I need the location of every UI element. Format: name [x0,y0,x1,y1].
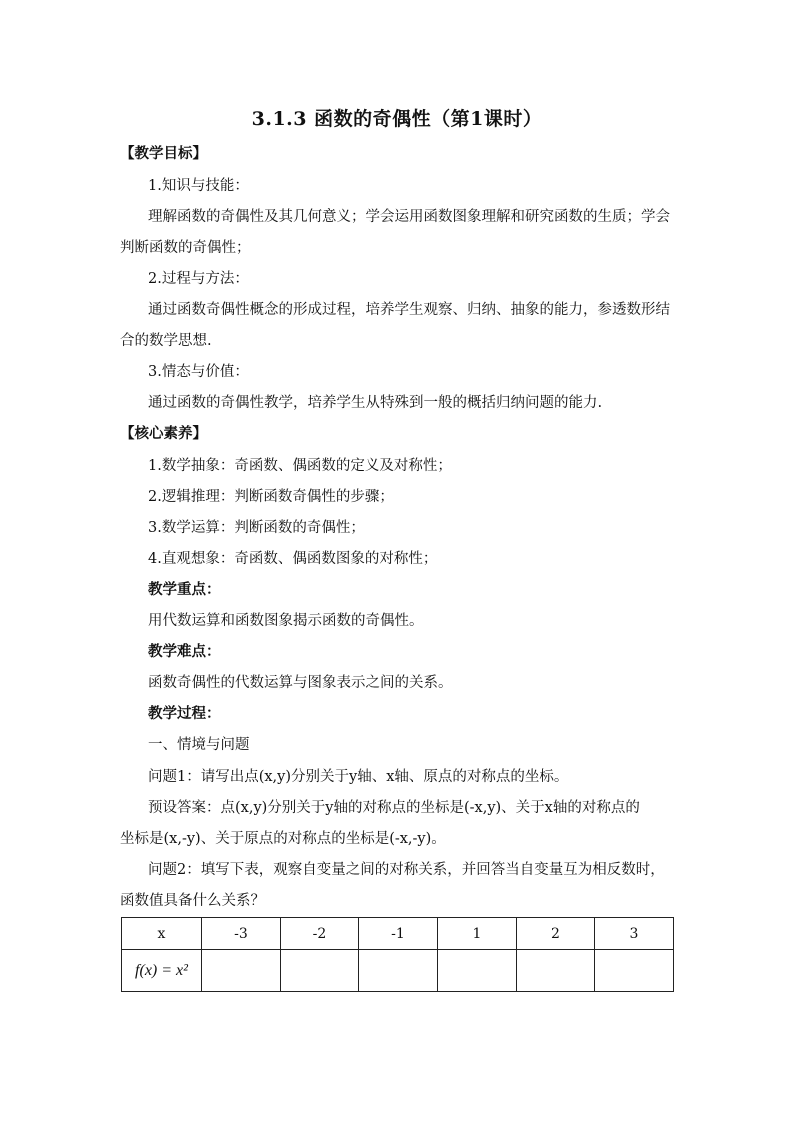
table-header-cell: -2 [281,918,359,950]
values-table [121,917,674,992]
objective-2-label: 2.过程与方法： [148,271,249,287]
function-label: f(x) = x² [122,950,202,992]
table-header-cell: 3 [595,918,674,950]
table-cell[interactable] [359,950,438,992]
objective-1-text-cont: 判断函数的奇偶性； [120,240,251,256]
question-2-cont: 函数值具备什么关系？ [120,893,265,909]
table-header-cell: -3 [202,918,281,950]
objective-1-text: 理解函数的奇偶性及其几何意义；学会运用函数图象理解和研究函数的生质；学会 [148,209,670,225]
table-header-cell: 1 [438,918,517,950]
table-cell[interactable] [517,950,595,992]
core-item-4: 4.直观想象：奇函数、偶函数图象的对称性； [148,551,438,567]
objective-3-label: 3.情态与价值： [148,364,249,380]
table-cell[interactable] [281,950,359,992]
objectives-heading: 【教学目标】 [120,145,207,162]
answer-1: 预设答案：点(x,y)分别关于y轴的对称点的坐标是(-x,y)、关于x轴的对称点的 [148,800,640,816]
objective-2-text-cont: 合的数学思想. [120,333,212,349]
table-row [122,950,674,992]
table-header-cell: x [122,918,202,950]
table-header-row [122,918,674,950]
difficulty-text: 函数奇偶性的代数运算与图象表示之间的关系。 [148,675,453,691]
table-cell[interactable] [595,950,674,992]
objective-1-label: 1.知识与技能： [148,178,249,194]
objective-3-text: 通过函数的奇偶性教学，培养学生从特殊到一般的概括归纳问题的能力. [148,395,603,411]
page-title: 3.1.3 函数的奇偶性（第1课时） [251,108,543,130]
key-heading: 教学重点： [148,581,221,598]
core-item-3: 3.数学运算：判断函数的奇偶性； [148,520,365,536]
core-heading: 【核心素养】 [120,425,207,442]
difficulty-heading: 教学难点： [148,643,221,660]
question-1: 问题1：请写出点(x,y)分别关于y轴、x轴、原点的对称点的坐标。 [148,769,569,785]
table-header-cell: -1 [359,918,438,950]
key-text: 用代数运算和函数图象揭示函数的奇偶性。 [148,613,424,629]
core-item-2: 2.逻辑推理：判断函数奇偶性的步骤； [148,489,394,505]
core-item-1: 1.数学抽象：奇函数、偶函数的定义及对称性； [148,458,452,474]
question-2: 问题2：填写下表，观察自变量之间的对称关系，并回答当自变量互为相反数时， [148,862,665,878]
table-cell[interactable] [202,950,281,992]
process-part-1: 一、情境与问题 [148,737,250,753]
process-heading: 教学过程： [148,705,221,722]
answer-1-cont: 坐标是(x,-y)、关于原点的对称点的坐标是(-x,-y)。 [120,831,446,847]
table-cell[interactable] [438,950,517,992]
table-header-cell: 2 [517,918,595,950]
objective-2-text: 通过函数奇偶性概念的形成过程，培养学生观察、归纳、抽象的能力，参透数形结 [148,302,670,318]
